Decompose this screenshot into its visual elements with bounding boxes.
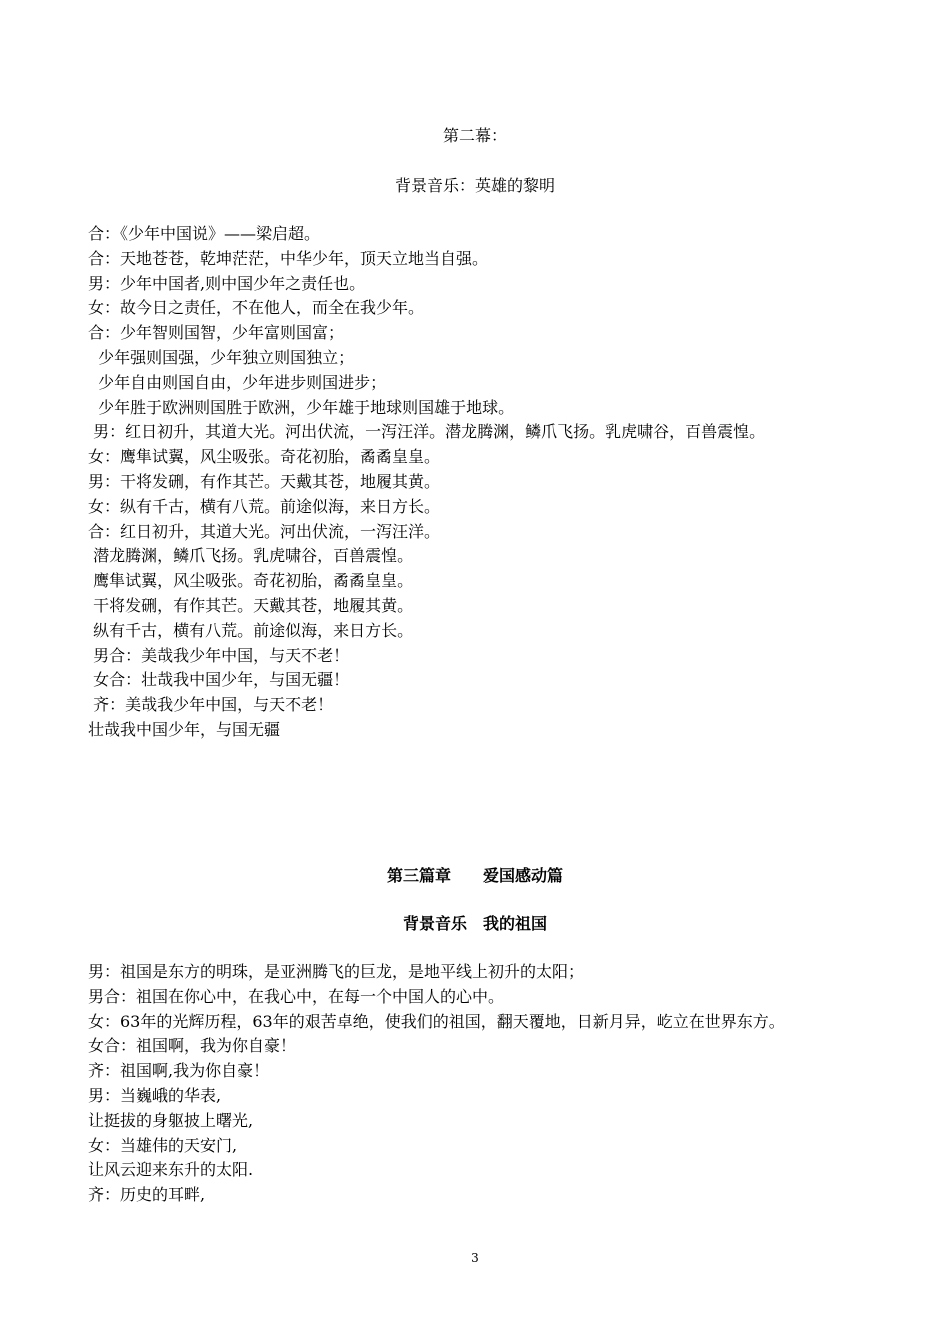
section3-music-title: 背景音乐 我的祖国 xyxy=(402,914,547,933)
script-line: 齐：历史的耳畔, xyxy=(88,1185,206,1205)
script-line: 壮哉我中国少年，与国无疆 xyxy=(88,719,281,739)
section3-heading: 第三篇章 爱国感动篇 xyxy=(386,866,563,885)
script-line: 少年自由则国自由，少年进步则国进步； xyxy=(88,372,387,392)
script-line: 齐：美哉我少年中国，与天不老！ xyxy=(88,695,334,715)
script-line: 合：红日初升，其道大光。河出伏流，一泻汪洋。 xyxy=(88,521,441,541)
script-line: 男：少年中国者,则中国少年之责任也。 xyxy=(88,273,366,293)
script-line: 女：故今日之责任，不在他人，而全在我少年。 xyxy=(88,298,425,318)
script-line: 女合：祖国啊，我为你自豪！ xyxy=(88,1036,297,1056)
script-line: 男：干将发硎，有作其芒。天戴其苍，地履其黄。 xyxy=(88,471,441,491)
section2-script xyxy=(88,222,888,743)
page-number: 3 xyxy=(471,1251,479,1265)
script-line: 少年强则国强，少年独立则国独立； xyxy=(88,347,355,367)
script-line: 女：当雄伟的天安门, xyxy=(88,1135,238,1155)
script-line: 干将发硎，有作其芒。天戴其苍，地履其黄。 xyxy=(88,595,414,615)
script-line: 女：纵有千古，横有八荒。前途似海，来日方长。 xyxy=(88,496,441,516)
script-line: 男合：祖国在你心中，在我心中，在每一个中国人的心中。 xyxy=(88,986,505,1006)
script-line: 让风云迎来东升的太阳. xyxy=(88,1160,254,1180)
script-line: 少年胜于欧洲则国胜于欧洲，少年雄于地球则国雄于地球。 xyxy=(88,397,515,417)
section2-heading: 第二幕： xyxy=(442,126,507,145)
script-line: 合：天地苍苍，乾坤茫茫，中华少年，顶天立地当自强。 xyxy=(88,248,489,268)
section3-script xyxy=(88,960,888,1208)
script-line: 合：少年智则国智，少年富则国富； xyxy=(88,323,345,343)
script-line: 让挺拔的身躯披上曙光, xyxy=(88,1110,254,1130)
script-line: 男：红日初升，其道大光。河出伏流，一泻汪洋。潜龙腾渊，鳞爪飞扬。乳虎啸谷，百兽震惶。 xyxy=(88,422,766,442)
section2-music-title: 背景音乐：英雄的黎明 xyxy=(394,176,555,195)
script-line: 合：《少年中国说》——梁启超。 xyxy=(88,224,321,243)
script-line: 男合：美哉我少年中国，与天不老！ xyxy=(88,645,350,665)
script-line: 女：鹰隼试翼，风尘吸张。奇花初胎，矞矞皇皇。 xyxy=(88,447,441,467)
script-line: 女：63年的光辉历程，63年的艰苦卓绝，使我们的祖国，翻天覆地，日新月异，屹立在世界东方。 xyxy=(88,1011,785,1031)
script-line: 潜龙腾渊，鳞爪飞扬。乳虎啸谷，百兽震惶。 xyxy=(88,546,414,566)
script-line: 鹰隼试翼，风尘吸张。奇花初胎，矞矞皇皇。 xyxy=(88,571,414,591)
script-line: 女合：壮哉我中国少年，与国无疆！ xyxy=(88,670,350,690)
script-line: 齐：祖国啊,我为你自豪！ xyxy=(88,1061,270,1081)
script-line: 男：祖国是东方的明珠，是亚洲腾飞的巨龙，是地平线上初升的太阳； xyxy=(88,962,585,981)
script-line: 纵有千古，横有八荒。前途似海，来日方长。 xyxy=(88,620,414,640)
script-line: 男：当巍峨的华表, xyxy=(88,1085,222,1105)
